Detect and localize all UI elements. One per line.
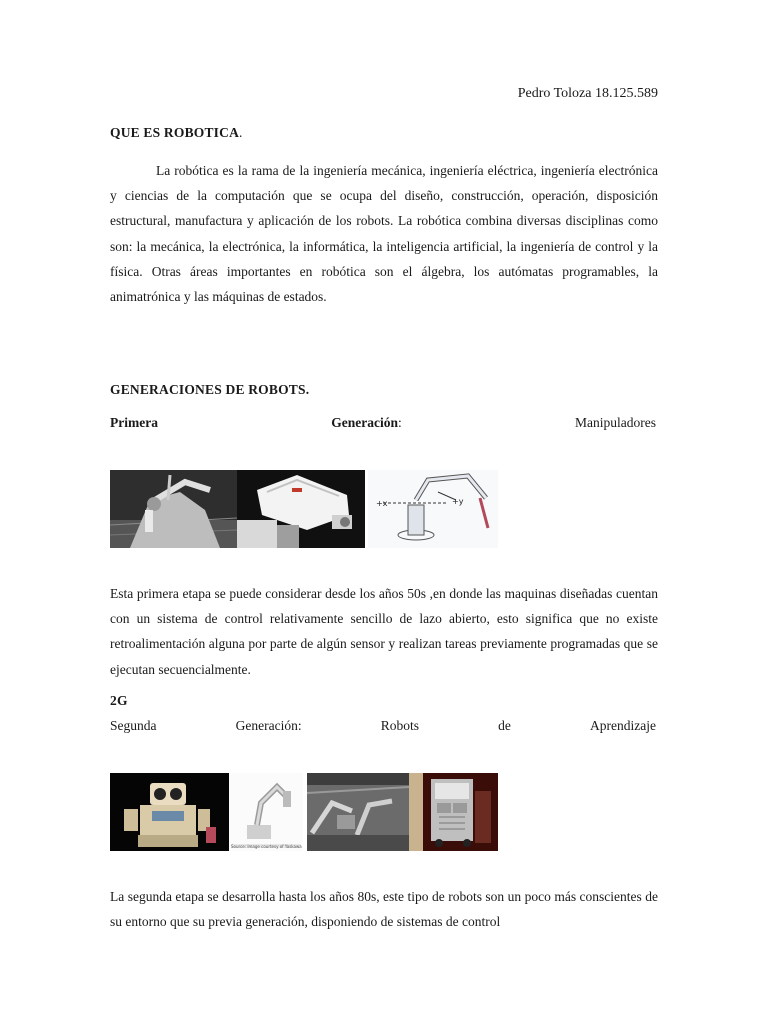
robot-arm-diagram [368,470,498,548]
manipulator-arm-photo [110,470,237,548]
second-generation-images [110,773,498,851]
author-line: Pedro Toloza 18.125.589 [517,86,658,101]
first-generation-colon: : [397,415,402,430]
first-generation-word-1: Primera [110,415,158,430]
second-generation-word-5: Aprendizaje [589,718,656,733]
second-generation-word-2: Generación: [235,718,302,733]
second-generation-word-3: Robots [380,718,419,733]
first-generation-word-3: Manipuladores [575,415,656,430]
robotics-definition-paragraph: La robótica es la rama de la ingeniería mecánica, ingeniería eléctrica, ingeniería electrónica y ciencias de la computación que se ocupa del diseño, construcción, operación, disposición estructural, manufactura y aplicación de los robots. La robótica combina diversas disciplinas como son: la mecánica, la electrónica, la informática, la inteligencia artificial, la ingeniería de control y la física. Otras áreas importantes en robótica son el álgebra, los autómatas programables, la animatrónica y las máquinas de estados. [110,163,658,305]
robot-cabinet-photo [409,773,498,851]
first-generation-word-2: Generación [331,415,398,430]
yaskawa-caption: Source: Image courtesy of Yaskawa [231,844,302,849]
second-generation-paragraph: La segunda etapa se desarrolla hasta los años 80s, este tipo de robots son un poco más conscientes de su entorno que su previa generación, disponiendo de sistemas de control [110,889,658,930]
factory-robots-photo [307,773,409,851]
second-generation-word-1: Segunda [110,718,157,733]
second-generation-title [110,718,656,734]
diagram-label-y: +y [452,497,464,506]
heading-text: QUE ES ROBOTICA [110,125,240,140]
heading-generaciones: GENERACIONES DE ROBOTS. [110,382,310,397]
diagram-label-x: +x [376,499,388,508]
heading-que-es-robotica [110,125,243,141]
first-generation-title [110,415,656,431]
label-2g: 2G [110,693,128,708]
second-generation-word-4: de [498,718,511,733]
first-generation-paragraph: Esta primera etapa se puede considerar desde los años 50s ,en donde las maquinas diseñadas cuentan con un sistema de control relativamente sencillo de lazo abierto, esto significa que no existe retroalimentación alguna por parte de algún sensor y realizan tareas previamente programadas que se ejecutan secuencialmente. [110,586,658,677]
learning-robot-arm-photo [229,773,303,851]
industrial-robot-arm-photo [237,470,365,548]
first-generation-images [110,470,498,548]
heading-period: . [239,125,243,140]
toy-robot-photo [110,773,229,851]
